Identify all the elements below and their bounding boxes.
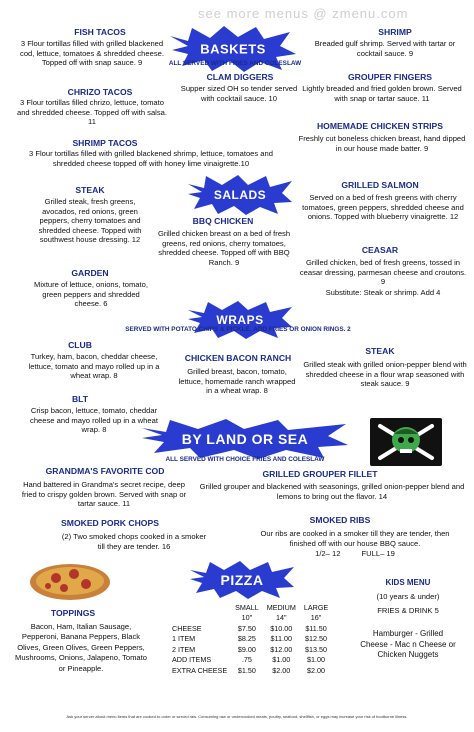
price-cell: $1.00 — [272, 655, 291, 665]
chicken-strips-desc: Freshly cut boneless chicken breast, hand dipped in our house made batter. 9 — [298, 134, 466, 153]
baskets-subtitle: ALL SERVED WITH FRIES AND COLESLAW — [168, 60, 302, 67]
grouper-fillet-title: GRILLED GROUPER FILLET — [262, 469, 378, 479]
price-cell: $8.25 — [237, 634, 256, 644]
steak-salad-desc: Grilled steak, fresh greens, avocados, red onions, green peppers, cherry tomatoes and shredded cheese. Topped with southwest house dressing. 12 — [38, 197, 142, 245]
table-row — [172, 634, 332, 645]
ceasar-desc: Grilled chicken, bed of fresh greens, tossed in ceasar dressing, parmesan cheese and croutons. 9 — [299, 258, 467, 287]
chrizo-tacos-desc: 3 Flour tortillas filled chrizo, lettuce, tomato and shredded cheese. Topped off with salsa. 11 — [16, 98, 167, 127]
table-row — [172, 623, 332, 634]
price-cell: $12.50 — [305, 634, 328, 644]
table-row — [172, 655, 332, 666]
clam-diggers-desc: Supper sized OH so tender served with cocktail sauce. 10 — [180, 84, 298, 103]
toppings-title: TOPPINGS — [50, 608, 96, 618]
steak-wrap-desc: Grilled steak with grilled onion-pepper blend with shredded cheese in a flour wrap seasoned with steak sauce. 9 — [303, 360, 467, 389]
kids-menu — [358, 578, 458, 661]
shrimp-tacos-title: SHRIMP TACOS — [72, 138, 138, 148]
size-small: SMALL — [235, 602, 259, 612]
grandmas-cod-title: GRANDMA'S FAVORITE COD — [45, 466, 165, 476]
price-cell: $11.00 — [270, 634, 292, 644]
grouper-fingers-title: GROUPER FINGERS — [347, 72, 433, 82]
land-sea-banner — [140, 418, 350, 460]
smoked-ribs-desc: Our ribs are cooked in a smoker till they are tender, then finished off with our house BBQ sauce. — [260, 529, 450, 548]
chicken-bacon-ranch-title: CHICKEN BACON RANCH — [184, 353, 292, 363]
size-medium: MEDIUM — [266, 602, 296, 612]
kids-menu-title: KIDS MENU — [385, 578, 431, 587]
table-row — [172, 644, 332, 655]
shrimp-title: SHRIMP — [378, 27, 412, 37]
grilled-salmon-desc: Served on a bed of fresh greens with cherry tomatoes, green peppers, shredded cheese and onions. Topped with blueberry vinaigrette. 12 — [302, 193, 464, 222]
row-label: CHEESE — [172, 623, 202, 633]
grilled-salmon-title: GRILLED SALMON — [341, 180, 419, 190]
price-cell: $10.00 — [270, 623, 293, 633]
pizza-title: PIZZA — [220, 572, 264, 588]
price-cell: $9.00 — [237, 644, 256, 654]
pizza-photo — [28, 560, 112, 602]
price-cell: $7.50 — [237, 623, 256, 633]
land-sea-title: BY LAND OR SEA — [181, 431, 309, 447]
grouper-fillet-desc: Grilled grouper and blackened with seasonings, grilled onion-pepper blend and lemons to bring out the flavor. 14 — [199, 482, 465, 501]
land-sea-subtitle: ALL SERVED WITH CHOICE FRIES AND COLESLAW — [165, 456, 325, 463]
pizza-price-table — [172, 602, 332, 676]
smoked-ribs-title: SMOKED RIBS — [309, 515, 371, 525]
row-label: ADD ITEMS — [172, 655, 212, 665]
grandmas-cod-desc: Hand battered in Grandma's secret recipe, deep fried to crispy golden brown. Served with snap or tartar sauce. 11 — [21, 480, 187, 509]
pork-chops-title: SMOKED PORK CHOPS — [61, 518, 159, 528]
table-row — [172, 665, 332, 676]
kids-menu-fries: FRIES & DRINK 5 — [377, 605, 439, 615]
baskets-title: BASKETS — [200, 41, 266, 57]
salads-title: SALADS — [213, 188, 267, 202]
pizza-banner — [188, 560, 296, 600]
pork-chops-desc: (2) Two smoked chops cooked in a smoker till they are tender. 16 — [61, 532, 207, 551]
clam-diggers-title: CLAM DIGGERS — [206, 72, 274, 82]
grouper-fingers-desc: Lightly breaded and fried golden brown. Served with snap or tartar sauce. 11 — [302, 84, 462, 103]
footer-disclaimer: Ask your server about menu items that are cooked to order or served raw. Consuming raw or undercooked meats, poultry, seafood, shellfish, or eggs may increase your risk of foodborne illness. — [66, 714, 408, 719]
toppings-desc: Bacon, Ham, Italian Sausage, Pepperoni, Banana Peppers, Black Olives, Green Olives, Green Peppers, Mushrooms, Onions, Jalapeno, Tomato or Pineapple. — [15, 622, 147, 673]
fish-tacos-desc: 3 Flour tortillas filled with grilled blackened cod, lettuce, tomatoes & shredded cheese. Topped off with snap sauce. 9 — [20, 39, 164, 68]
price-cell: $12.00 — [270, 644, 293, 654]
wraps-title: WRAPS — [216, 313, 264, 327]
steak-wrap-title: STEAK — [365, 346, 395, 356]
inch-medium: 14" — [276, 613, 287, 623]
jolly-roger-logo — [370, 418, 442, 466]
salads-banner — [186, 174, 294, 216]
garden-title: GARDEN — [71, 268, 109, 278]
inch-large: 16" — [310, 613, 322, 623]
size-large: LARGE — [303, 602, 329, 612]
chrizo-tacos-title: CHRIZO TACOS — [67, 87, 133, 97]
kids-menu-age: (10 years & under) — [376, 592, 440, 601]
price-cell: $2.00 — [272, 665, 291, 675]
fish-tacos-title: FISH TACOS — [74, 27, 126, 37]
steak-salad-title: STEAK — [75, 185, 105, 195]
watermark: see more menus @ zmenu.com — [198, 6, 409, 21]
shrimp-tacos-desc: 3 Flour tortillas filled with grilled blackened shrimp, lettuce, tomatoes and shredded cheese topped off with honey lime vinaigrette.10 — [29, 149, 273, 168]
wraps-subtitle: SERVED WITH POTATO CHIPS & PICKLE. ADD FRIES OR ONION RINGS. 2 — [125, 326, 351, 333]
kids-menu-items: Hamburger - Grilled Cheese - Mac n Cheese or Chicken Nuggets — [360, 629, 456, 660]
ceasar-substitute: Substitute: Steak or shrimp. Add 4 — [325, 288, 441, 297]
row-label: EXTRA CHEESE — [172, 665, 228, 675]
bbq-chicken-desc: Grilled chicken breast on a bed of fresh greens, red onions, cherry tomatoes, shredded cheese. Topped off with BBQ Ranch. 9 — [157, 229, 291, 267]
blt-title: BLT — [71, 394, 89, 404]
inch-small: 10" — [241, 613, 253, 623]
price-cell: $13.50 — [305, 644, 328, 654]
bbq-chicken-title: BBQ CHICKEN — [192, 216, 254, 226]
price-cell: $1.50 — [237, 665, 256, 675]
row-label: 2 ITEM — [172, 644, 196, 654]
chicken-bacon-ranch-desc: Grilled breast, bacon, tomato, lettuce, homemade ranch wrapped in a wheat wrap. 8 — [178, 367, 296, 396]
shrimp-desc: Breaded gulf shrimp. Served with tartar or cocktail sauce. 9 — [314, 39, 456, 58]
price-cell: $11.50 — [305, 623, 327, 633]
row-label: 1 ITEM — [172, 634, 196, 644]
garden-desc: Mixture of lettuce, onions, tomato, green peppers and shredded cheese. 6 — [34, 280, 148, 309]
skull-icon — [370, 418, 442, 466]
blt-desc: Crisp bacon, lettuce, tomato, cheddar cheese and mayo rolled up in a wheat wrap. 8 — [30, 406, 158, 435]
pizza-image — [28, 560, 112, 602]
smoked-ribs-prices: 1/2– 12 FULL– 19 — [315, 549, 395, 558]
club-title: CLUB — [68, 340, 92, 350]
price-cell: $1.00 — [307, 655, 326, 665]
club-desc: Turkey, ham, bacon, cheddar cheese, lettuce, tomato and mayo rolled up in a wheat wrap. 8 — [28, 352, 160, 381]
price-cell: .75 — [241, 655, 252, 665]
chicken-strips-title: HOMEMADE CHICKEN STRIPS — [316, 121, 444, 131]
wraps-banner — [186, 300, 294, 340]
ceasar-title: CEASAR — [361, 245, 399, 255]
price-cell: $2.00 — [307, 665, 326, 675]
